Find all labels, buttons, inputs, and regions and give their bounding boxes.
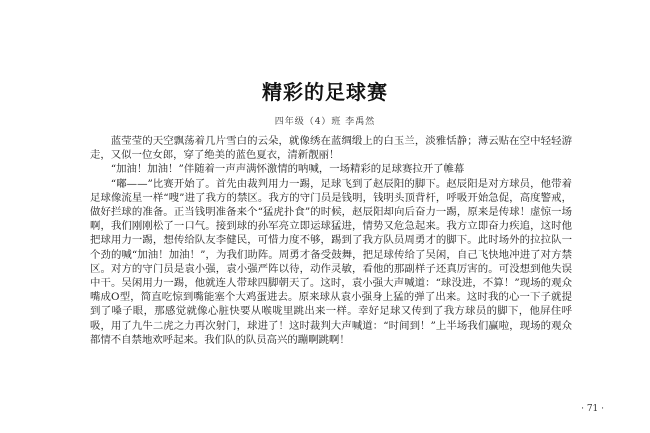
article-body [90,134,572,347]
paragraph: “加油！加油！”伴随着一声声满怀激情的呐喊，一场精彩的足球赛拉开了帷幕 [110,163,465,176]
page-number: · 71 · [581,404,604,414]
paragraph: 蓝莹莹的天空飘荡着几片雪白的云朵，就像绣在蓝绸缎上的白玉兰，淡雅恬静；薄云贴在空中轻轻游走，又似一位女郎，穿了绝美的蓝色夏衣，清新靓丽！ [90,135,572,162]
article-byline: 四年级（4）班 李禹然 [274,117,376,127]
article-title: 精彩的足球赛 [262,80,388,104]
paragraph: “嘟——”比赛开始了。首先由裁判用力一踢，足球飞到了赵辰阳的脚下。赵辰阳是对方球员，他带着足球像流星一样“嗖”进了我方的禁区。我方的守门员是钱明，钱明头顶背杆，呼吸开始急促，高度警戒，做好拦球的准备。正当钱明准备来个“猛虎扑食”的时候，赵辰阳却向后奋力一踢，原来是传球！虚惊一场啊，我们刚刚松了一口气。接到球的孙军亮立即运球猛进，情势又危急起来。我方立即奋力疾追，这时他把球用力一踢，想传给队友李健民，可惜力度不够，踢到了我方队员周勇才的脚下。此时场外的拉拉队一个劲的喊“加油！加油！”，为我们助阵。周勇才备受鼓舞，把足球传给了吴闲，自己飞快地冲进了对方禁区。对方的守门员是袁小强，袁小强严阵以待，动作灵敏，看他的那副样子还真厉害的。可没想到他失误中干。吴闲用力一踢，他就连人带球四脚朝天了。这时，袁小强大声喊道：“球没进，不算！”现场的观众嘴成O型，简直吃惊到嘴能塞个大鸡蛋进去。原来球从袁小强身上猛的弹了出来。这时我的心一下子就提到了嗓子眼，那感觉就像心脏快要从喉咙里跳出来一样。幸好足球又传到了我方球员的脚下，他屏住呼吸，用了九牛二虎之力再次射门，球进了！这时裁判大声喊道：“时间到！”上半场我们赢啦，现场的观众都情不自禁地欢呼起来。我们队的队员高兴的蹦啊跳啊！ [90,177,572,346]
